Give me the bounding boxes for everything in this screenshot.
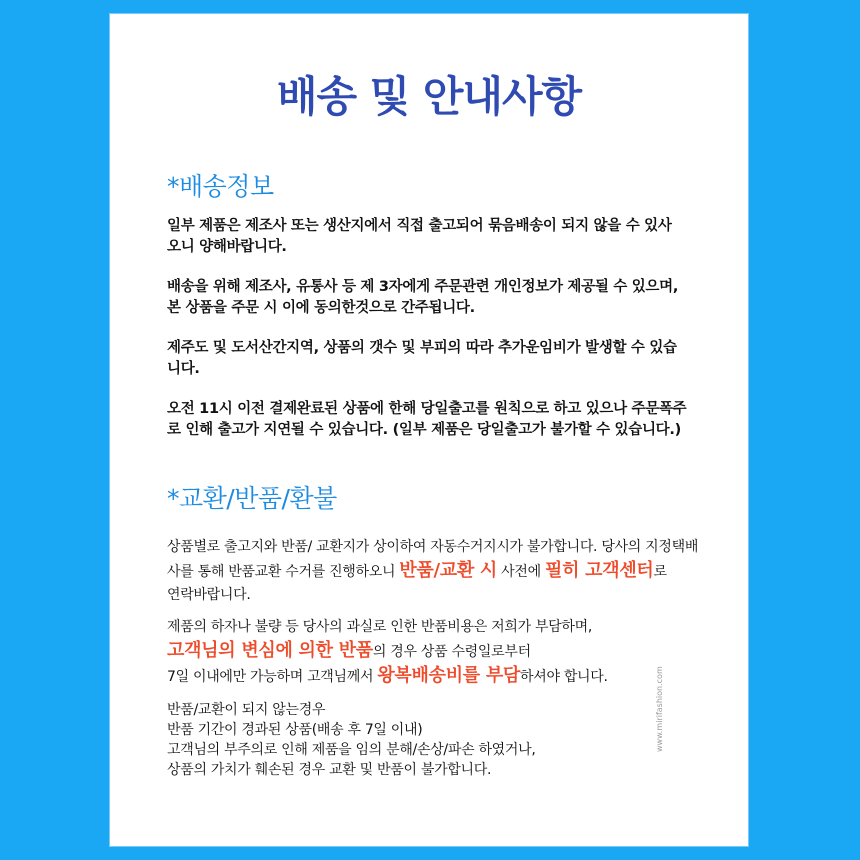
text-line	[167, 639, 727, 664]
text-line: 연락바랍니다.	[167, 587, 251, 603]
text-line	[167, 664, 727, 689]
returns-paragraph-1	[167, 536, 727, 607]
highlight-text: 고객님의 변심에 의한 반품	[167, 640, 373, 661]
text-line: 상품의 가치가 훼손된 경우 교환 및 반품이 불가합니다.	[167, 762, 492, 778]
text-line: 반품 기간이 경과된 상품(배송 후 7일 이내)	[167, 722, 423, 738]
text-span: 의 경우 상품 수령일로부터	[372, 644, 531, 660]
text-span: 7일 이내에만 가능하며 고객님께서	[167, 669, 378, 685]
text-line: 니다.	[167, 361, 200, 377]
returns-paragraph-2	[167, 616, 727, 689]
watermark: www.mirifashion.com	[655, 666, 664, 752]
text-line: 상품별로 출고지와 반품/ 교환지가 상이하여 자동수거지시가 불가합니다. 당사의 지정택배	[167, 539, 699, 555]
text-line: 반품/교환이 되지 않는경우	[167, 702, 326, 718]
returns-heading: *교환/반품/환불	[167, 484, 337, 513]
shipping-paragraph-2	[167, 277, 727, 319]
text-line	[167, 559, 727, 584]
text-line: 오전 11시 이전 결제완료된 상품에 한해 당일출고를 원칙으로 하고 있으나 주문폭주	[167, 401, 687, 417]
shipping-paragraph-1	[167, 216, 727, 258]
highlight-text: 필히 고객센터	[545, 560, 654, 581]
shipping-paragraph-3	[167, 338, 727, 380]
highlight-text: 반품/교환 시	[399, 560, 498, 581]
returns-paragraph-3	[167, 700, 727, 780]
text-line: 본 상품을 주문 시 이에 동의한것으로 간주됩니다.	[167, 300, 475, 316]
text-line: 로 인해 출고가 지연될 수 있습니다. (일부 제품은 당일출고가 불가할 수 있습니다.)	[167, 422, 681, 438]
text-line: 고객님의 부주의로 인해 제품을 임의 분해/손상/파손 하였거나,	[167, 742, 536, 758]
highlight-text: 왕복배송비를 부담	[377, 665, 521, 686]
text-span: 로	[653, 564, 667, 580]
page-title: 배송 및 안내사항	[276, 72, 582, 121]
shipping-heading: *배송정보	[167, 172, 274, 201]
text-line: 제품의 하자나 불량 등 당사의 과실로 인한 반품비용은 저희가 부담하며,	[167, 619, 592, 635]
text-line: 일부 제품은 제조사 또는 생산지에서 직접 출고되어 묶음배송이 되지 않을 수 있사	[167, 218, 672, 234]
text-line: 제주도 및 도서산간지역, 상품의 갯수 및 부피의 따라 추가운임비가 발생할 수 있습	[167, 340, 677, 356]
text-line: 배송을 위해 제조사, 유통사 등 제 3자에게 주문관련 개인정보가 제공될 수 있으며,	[167, 279, 679, 295]
info-card	[109, 13, 749, 847]
text-line: 오니 양해바랍니다.	[167, 239, 287, 255]
text-span: 하셔야 합니다.	[520, 669, 608, 685]
text-span: 사전에	[497, 564, 546, 580]
text-span: 사를 통해 반품교환 수거를 진행하오니	[167, 564, 400, 580]
shipping-paragraph-4	[167, 399, 727, 441]
